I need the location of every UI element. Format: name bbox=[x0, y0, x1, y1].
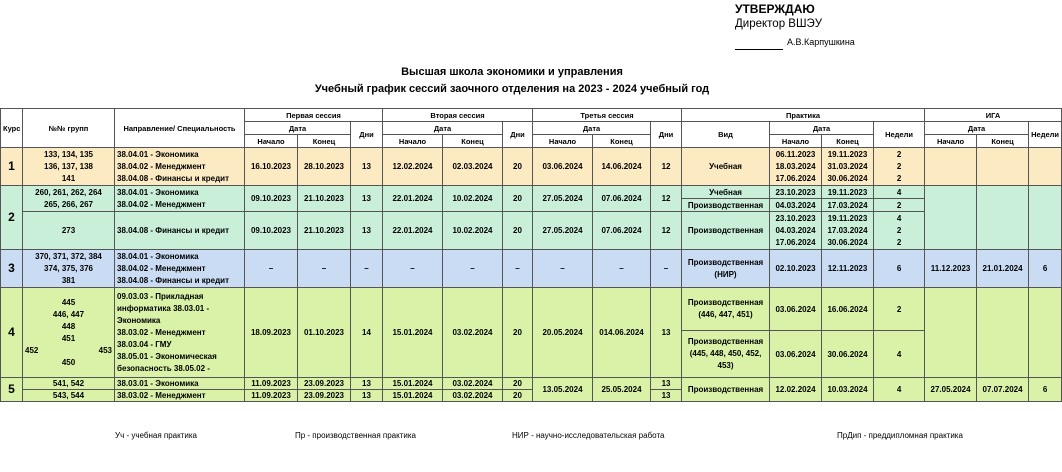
table-cell bbox=[770, 148, 822, 186]
table-cell: 20 bbox=[503, 288, 533, 378]
table-cell bbox=[1029, 186, 1062, 250]
cell-line: 141 bbox=[61, 173, 76, 183]
cell-line: Производственная bbox=[687, 337, 764, 346]
table-cell: 30.06.2024 bbox=[822, 331, 874, 378]
table-cell: – bbox=[651, 250, 682, 288]
table-cell bbox=[977, 186, 1029, 250]
header-session-2: Вторая сессия bbox=[383, 109, 533, 122]
header-practice: Практика bbox=[682, 109, 925, 122]
table-cell: Начало bbox=[770, 135, 822, 148]
cell-line: 38.05.01 - Экономическая bbox=[117, 351, 217, 361]
table-cell: 1 bbox=[1, 148, 23, 186]
cell-line: 17.03.2024 bbox=[827, 225, 868, 235]
table-cell: 543, 544 bbox=[23, 390, 115, 402]
cell-line: 09.03.03 - Прикладная bbox=[117, 291, 204, 301]
table-cell bbox=[977, 148, 1029, 186]
table-cell: Дата bbox=[770, 122, 874, 135]
header-row-1 bbox=[1, 109, 1062, 122]
cell-line: 38.04.02 - Менеджмент bbox=[117, 161, 206, 171]
table-cell: Дни bbox=[651, 122, 682, 148]
table-cell: 14.06.2024 bbox=[593, 148, 651, 186]
table-cell: Дни bbox=[351, 122, 383, 148]
table-cell: 273 bbox=[23, 212, 115, 250]
table-cell: Производственная bbox=[682, 199, 770, 212]
cell-line: 17.06.2024 bbox=[775, 173, 816, 183]
course-2-row-a bbox=[1, 186, 1062, 199]
course-3-row bbox=[1, 250, 1062, 288]
table-cell: 10.02.2024 bbox=[443, 186, 503, 212]
table-cell: 2 bbox=[874, 288, 925, 331]
table-cell: 12 bbox=[651, 148, 682, 186]
table-cell: Конец bbox=[443, 135, 503, 148]
table-cell: 13 bbox=[651, 390, 682, 402]
table-cell bbox=[115, 148, 245, 186]
table-cell bbox=[874, 212, 925, 250]
table-cell bbox=[977, 288, 1029, 378]
table-cell: 4 bbox=[874, 331, 925, 378]
table-cell: 03.02.2024 bbox=[443, 378, 503, 390]
table-cell bbox=[682, 250, 770, 288]
table-cell: 13 bbox=[651, 288, 682, 378]
table-cell: 21.10.2023 bbox=[298, 186, 351, 212]
cell-line: 446, 447 bbox=[52, 309, 85, 319]
table-cell: Конец bbox=[298, 135, 351, 148]
cell-line: 374, 375, 376 bbox=[44, 263, 93, 273]
cell-line: 38.04.01 - Экономика bbox=[117, 187, 199, 197]
legend-uch: Уч - учебная практика bbox=[115, 431, 197, 440]
table-cell: 14 bbox=[351, 288, 383, 378]
table-cell: 07.06.2024 bbox=[593, 212, 651, 250]
table-cell bbox=[1029, 148, 1062, 186]
cell-line: 450 bbox=[61, 357, 76, 367]
table-cell: 28.10.2023 bbox=[298, 148, 351, 186]
table-cell: 09.10.2023 bbox=[245, 212, 298, 250]
table-cell: Дата bbox=[245, 122, 351, 135]
cell-line: 38.04.08 - Финансы и кредит bbox=[117, 275, 230, 285]
table-cell: Начало bbox=[383, 135, 443, 148]
legend-pr: Пр - производственная практика bbox=[295, 431, 416, 440]
table-cell bbox=[115, 250, 245, 288]
table-cell: Производственная bbox=[682, 212, 770, 250]
header-iga: ИГА bbox=[925, 109, 1062, 122]
cell-line: 31.03.2024 bbox=[827, 161, 868, 171]
table-cell bbox=[23, 288, 115, 378]
table-cell: 014.06.2024 bbox=[593, 288, 651, 378]
cell-line: (445, 448, 450, 452, bbox=[689, 349, 762, 358]
cell-line: 2 bbox=[896, 237, 902, 247]
table-cell: 04.03.2024 bbox=[770, 199, 822, 212]
table-cell bbox=[682, 288, 770, 331]
cell-line: 260, 261, 262, 264 bbox=[35, 187, 102, 197]
table-cell: 13 bbox=[351, 212, 383, 250]
cell-line: Производственная bbox=[687, 298, 764, 307]
table-cell bbox=[115, 288, 245, 378]
cell-line: 4 bbox=[896, 213, 902, 223]
cell-line: 18.03.2024 bbox=[775, 161, 816, 171]
table-cell: 541, 542 bbox=[23, 378, 115, 390]
course-5-row-a bbox=[1, 378, 1062, 390]
schedule-table bbox=[0, 108, 1062, 402]
table-cell: Начало bbox=[245, 135, 298, 148]
table-cell: 13 bbox=[351, 378, 383, 390]
table-cell: 13.05.2024 bbox=[533, 378, 593, 402]
cell-line: безопасность 38.05.02 - bbox=[117, 363, 210, 373]
table-cell bbox=[682, 331, 770, 378]
cell-line: (446, 447, 451) bbox=[698, 310, 753, 319]
table-cell: 38.03.01 - Экономика bbox=[115, 378, 245, 390]
table-cell: 18.09.2023 bbox=[245, 288, 298, 378]
table-cell: 25.05.2024 bbox=[593, 378, 651, 402]
table-cell: 12.11.2023 bbox=[822, 250, 874, 288]
cell-line: 38.03.04 - ГМУ bbox=[117, 339, 172, 349]
cell-line: 19.11.2023 bbox=[827, 213, 868, 223]
table-cell: 03.06.2024 bbox=[770, 331, 822, 378]
cell-line: 23.10.2023 bbox=[775, 213, 816, 223]
cell-line: 06.11.2023 bbox=[775, 149, 816, 159]
cell-line: 30.06.2024 bbox=[827, 237, 868, 247]
cell-line: 2 bbox=[896, 225, 902, 235]
table-cell bbox=[822, 212, 874, 250]
table-cell: 38.04.08 - Финансы и кредит bbox=[115, 212, 245, 250]
table-cell: 11.09.2023 bbox=[245, 378, 298, 390]
table-cell: Дни bbox=[503, 122, 533, 148]
table-cell: 22.01.2024 bbox=[383, 212, 443, 250]
table-cell: 19.11.2023 bbox=[822, 186, 874, 199]
header-session-3: Третья сессия bbox=[533, 109, 682, 122]
table-cell bbox=[23, 186, 115, 212]
table-cell bbox=[115, 186, 245, 212]
table-cell: 07.06.2024 bbox=[593, 186, 651, 212]
table-cell: 07.07.2024 bbox=[977, 378, 1029, 402]
cell-line: 38.04.01 - Экономика bbox=[117, 149, 199, 159]
table-cell: 23.09.2023 bbox=[298, 378, 351, 390]
course-1-row bbox=[1, 148, 1062, 186]
cell-line: 453 bbox=[98, 345, 112, 355]
table-cell: 27.05.2024 bbox=[925, 378, 977, 402]
table-cell: 20 bbox=[503, 148, 533, 186]
header-session-1: Первая сессия bbox=[245, 109, 383, 122]
table-cell: 20 bbox=[503, 390, 533, 402]
approval-title: УТВЕРЖДАЮ bbox=[735, 2, 815, 16]
cell-line: 19.11.2023 bbox=[827, 149, 868, 159]
cell-line: 2 bbox=[896, 149, 902, 159]
table-cell: Дата bbox=[383, 122, 503, 135]
cell-line: 30.06.2024 bbox=[827, 173, 868, 183]
table-cell: Учебная bbox=[682, 186, 770, 199]
cell-line: 2 bbox=[896, 161, 902, 171]
table-cell bbox=[925, 186, 977, 250]
table-cell: 02.03.2024 bbox=[443, 148, 503, 186]
table-cell: 15.01.2024 bbox=[383, 378, 443, 390]
table-cell: Производственная bbox=[682, 378, 770, 402]
table-cell: 6 bbox=[874, 250, 925, 288]
table-cell: – bbox=[533, 250, 593, 288]
table-cell: 01.10.2023 bbox=[298, 288, 351, 378]
table-cell: 15.01.2024 bbox=[383, 288, 443, 378]
approval-block bbox=[735, 2, 855, 50]
table-cell: 15.01.2024 bbox=[383, 390, 443, 402]
table-cell: – bbox=[443, 250, 503, 288]
table-cell: Конец bbox=[822, 135, 874, 148]
header-groups: №№ групп bbox=[23, 109, 115, 148]
table-cell: 10.02.2024 bbox=[443, 212, 503, 250]
table-cell: Дата bbox=[533, 122, 651, 135]
course-4-row-a bbox=[1, 288, 1062, 331]
table-cell: 12.02.2024 bbox=[383, 148, 443, 186]
header-kurs: Курс bbox=[1, 109, 23, 148]
cell-line: 38.04.02 - Менеджмент bbox=[117, 263, 206, 273]
table-cell: – bbox=[351, 250, 383, 288]
table-cell: 21.10.2023 bbox=[298, 212, 351, 250]
table-cell: 4 bbox=[874, 378, 925, 402]
table-cell: 2 bbox=[1, 186, 23, 250]
table-cell: 03.02.2024 bbox=[443, 390, 503, 402]
table-cell: 4 bbox=[1, 288, 23, 378]
table-cell: 11.12.2023 bbox=[925, 250, 977, 288]
cell-line: 381 bbox=[61, 275, 76, 285]
table-cell: Дата bbox=[925, 122, 1029, 135]
page-title: Высшая школа экономики и управления bbox=[401, 66, 623, 78]
table-cell: Начало bbox=[925, 135, 977, 148]
table-cell: 13 bbox=[351, 390, 383, 402]
table-cell: 20.05.2024 bbox=[533, 288, 593, 378]
cell-line: 2 bbox=[896, 173, 902, 183]
cell-line: 452 bbox=[25, 345, 39, 355]
cell-line: Производственная bbox=[687, 257, 764, 267]
table-cell: Учебная bbox=[682, 148, 770, 186]
table-cell: 16.06.2024 bbox=[822, 288, 874, 331]
table-cell: 22.01.2024 bbox=[383, 186, 443, 212]
table-cell: 2 bbox=[874, 199, 925, 212]
table-cell: 20 bbox=[503, 186, 533, 212]
cell-line: 17.06.2024 bbox=[775, 237, 816, 247]
table-cell: 13 bbox=[651, 378, 682, 390]
table-cell: 23.09.2023 bbox=[298, 390, 351, 402]
table-cell: 20 bbox=[503, 212, 533, 250]
cell-line: 453) bbox=[717, 361, 734, 370]
cell-line: 265, 266, 267 bbox=[44, 199, 93, 209]
cell-line: 04.03.2024 bbox=[775, 225, 816, 235]
table-cell: 13 bbox=[351, 186, 383, 212]
table-cell: 13 bbox=[351, 148, 383, 186]
cell-line: 133, 134, 135 bbox=[44, 149, 93, 159]
cell-line: 38.04.08 - Финансы и кредит bbox=[117, 173, 230, 183]
table-cell: 17.03.2024 bbox=[822, 199, 874, 212]
course-2-row-c bbox=[1, 212, 1062, 250]
table-cell: 21.01.2024 bbox=[977, 250, 1029, 288]
table-cell: Конец bbox=[977, 135, 1029, 148]
cell-line: Экономика bbox=[117, 315, 161, 325]
table-cell: – bbox=[383, 250, 443, 288]
legend-nir: НИР - научно-исследовательская работа bbox=[512, 431, 665, 440]
cell-line: 38.04.01 - Экономика bbox=[117, 251, 199, 261]
table-cell: – bbox=[593, 250, 651, 288]
table-cell: 6 bbox=[1029, 250, 1062, 288]
table-cell: Недели bbox=[1029, 122, 1062, 148]
table-cell: 5 bbox=[1, 378, 23, 402]
table-cell: 12.02.2024 bbox=[770, 378, 822, 402]
table-cell bbox=[23, 148, 115, 186]
table-cell: – bbox=[298, 250, 351, 288]
cell-line: 445 bbox=[61, 297, 76, 307]
table-cell: 12 bbox=[651, 212, 682, 250]
cell-line: 38.04.02 - Менеджмент bbox=[117, 199, 206, 209]
cell-line: 448 bbox=[61, 321, 76, 331]
cell-line: 38.03.02 - Менеджмент bbox=[117, 327, 206, 337]
legend-prdip: ПрДип - преддипломная практика bbox=[837, 431, 963, 440]
table-cell: 6 bbox=[1029, 378, 1062, 402]
table-cell: 3 bbox=[1, 250, 23, 288]
table-cell: 09.10.2023 bbox=[245, 186, 298, 212]
table-cell: Вид bbox=[682, 122, 770, 148]
table-cell bbox=[925, 288, 977, 378]
table-cell: 27.05.2024 bbox=[533, 212, 593, 250]
table-cell: 23.10.2023 bbox=[770, 186, 822, 199]
table-cell: 16.10.2023 bbox=[245, 148, 298, 186]
table-cell: Недели bbox=[874, 122, 925, 148]
cell-line: информатика 38.03.01 - bbox=[117, 303, 210, 313]
cell-line bbox=[25, 345, 112, 357]
table-cell: – bbox=[245, 250, 298, 288]
page-subtitle: Учебный график сессий заочного отделения на 2023 - 2024 учебный год bbox=[314, 83, 710, 95]
table-cell: Начало bbox=[533, 135, 593, 148]
table-cell: 03.06.2024 bbox=[770, 288, 822, 331]
approval-position: Директор ВШЭУ bbox=[735, 18, 823, 30]
table-cell: 10.03.2024 bbox=[822, 378, 874, 402]
header-direction: Направление/ Специальность bbox=[115, 109, 245, 148]
cell-line: 451 bbox=[61, 333, 76, 343]
table-cell: Конец bbox=[593, 135, 651, 148]
table-cell bbox=[925, 148, 977, 186]
table-cell: 11.09.2023 bbox=[245, 390, 298, 402]
table-cell: 02.10.2023 bbox=[770, 250, 822, 288]
table-cell: 12 bbox=[651, 186, 682, 212]
table-cell: 20 bbox=[503, 378, 533, 390]
table-cell: 4 bbox=[874, 186, 925, 199]
approval-signature: А.В.Карпушкина bbox=[735, 35, 855, 50]
table-cell: – bbox=[503, 250, 533, 288]
table-cell: 38.03.02 - Менеджмент bbox=[115, 390, 245, 402]
table-cell: 03.02.2024 bbox=[443, 288, 503, 378]
table-cell bbox=[874, 148, 925, 186]
table-cell bbox=[1029, 288, 1062, 378]
table-cell bbox=[822, 148, 874, 186]
table-cell bbox=[770, 212, 822, 250]
table-cell bbox=[23, 250, 115, 288]
table-cell: 27.05.2024 bbox=[533, 186, 593, 212]
cell-line: 136, 137, 138 bbox=[44, 161, 93, 171]
cell-line: (НИР) bbox=[714, 269, 737, 279]
cell-line: 370, 371, 372, 384 bbox=[35, 251, 102, 261]
table-cell: 03.06.2024 bbox=[533, 148, 593, 186]
